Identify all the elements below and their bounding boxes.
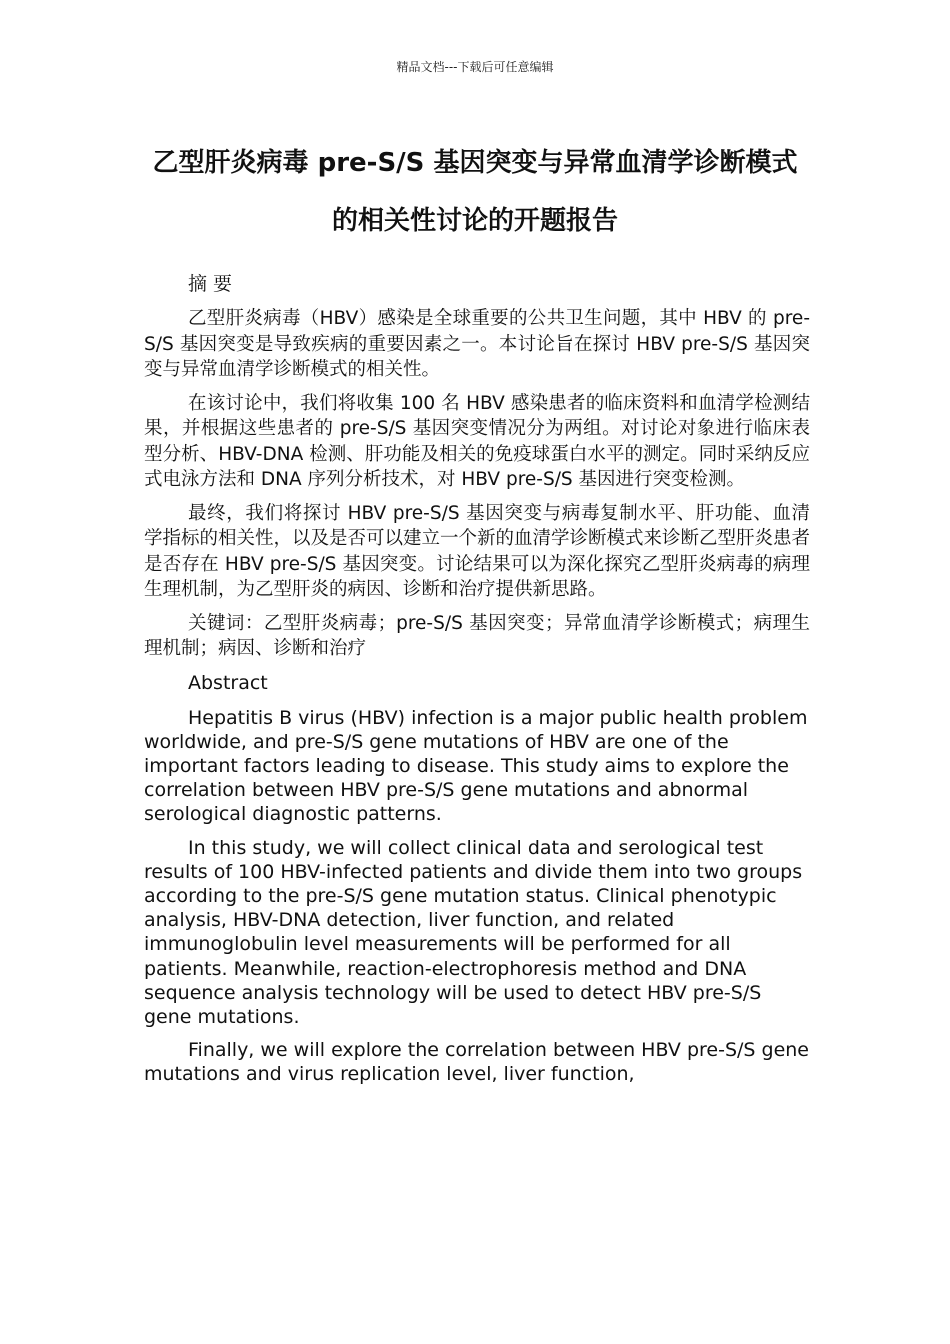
keywords-zh: 关键词：乙型肝炎病毒；pre-S/S 基因突变；异常血清学诊断模式；病理生理机制；病因、诊断和治疗 xyxy=(144,612,810,659)
abstract-zh-paragraph-1: 乙型肝炎病毒（HBV）感染是全球重要的公共卫生问题，其中 HBV 的 pre-S/S 基因突变是导致疾病的重要因素之一。本讨论旨在探讨 HBV pre-S/S 基因突变与异常血清学诊断模式的相关性。 xyxy=(144,308,810,380)
abstract-en-paragraph-2: In this study, we will collect clinical data and serological test results of 100 HBV-infected patients and divide them into two groups according to the pre-S/S gene mutation status. Clinical phenotypic analysis, HBV-DNA detection, liver function, and related immunoglobulin level measurements will be performed for all patients. Meanwhile, reaction-electrophoresis method and DNA sequence analysis technology will be used to detect HBV pre-S/S gene mutations. xyxy=(144,836,803,1028)
abstract-zh-heading: 摘 要 xyxy=(188,273,233,295)
abstract-zh-paragraph-3: 最终，我们将探讨 HBV pre-S/S 基因突变与病毒复制水平、肝功能、血清学指标的相关性，以及是否可以建立一个新的血清学诊断模式来诊断乙型肝炎患者是否存在 HBV pre-S/S 基因突变。讨论结果可以为深化探究乙型肝炎病毒的病理生理机制，为乙型肝炎的病因、诊断和治疗提供新思路。 xyxy=(144,502,811,600)
abstract-zh-paragraph-2: 在该讨论中，我们将收集 100 名 HBV 感染患者的临床资料和血清学检测结果，并根据这些患者的 pre-S/S 基因突变情况分为两组。对讨论对象进行临床表型分析、HBV-DNA 检测、肝功能及相关的免疫球蛋白水平的测定。同时采纳反应式电泳方法和 DNA 序列分析技术，对 HBV pre-S/S 基因进行突变检测。 xyxy=(144,392,810,490)
abstract-en-heading: Abstract xyxy=(188,671,268,694)
document-title: 乙型肝炎病毒 pre-S/S 基因突变与异常血清学诊断模式的相关性讨论的开题报告 xyxy=(152,148,798,236)
header-note: 精品文档---下载后可任意编辑 xyxy=(396,60,554,74)
abstract-en-paragraph-3: Finally, we will explore the correlation between HBV pre-S/S gene mutations and virus replication level, liver function, xyxy=(144,1039,809,1086)
document-body xyxy=(144,270,810,1096)
abstract-en-paragraph-1: Hepatitis B virus (HBV) infection is a major public health problem worldwide, and pre-S/S gene mutations of HBV are one of the important factors leading to disease. This study aims to explore the correlation between HBV pre-S/S gene mutations and abnormal serological diagnostic patterns. xyxy=(144,706,808,826)
